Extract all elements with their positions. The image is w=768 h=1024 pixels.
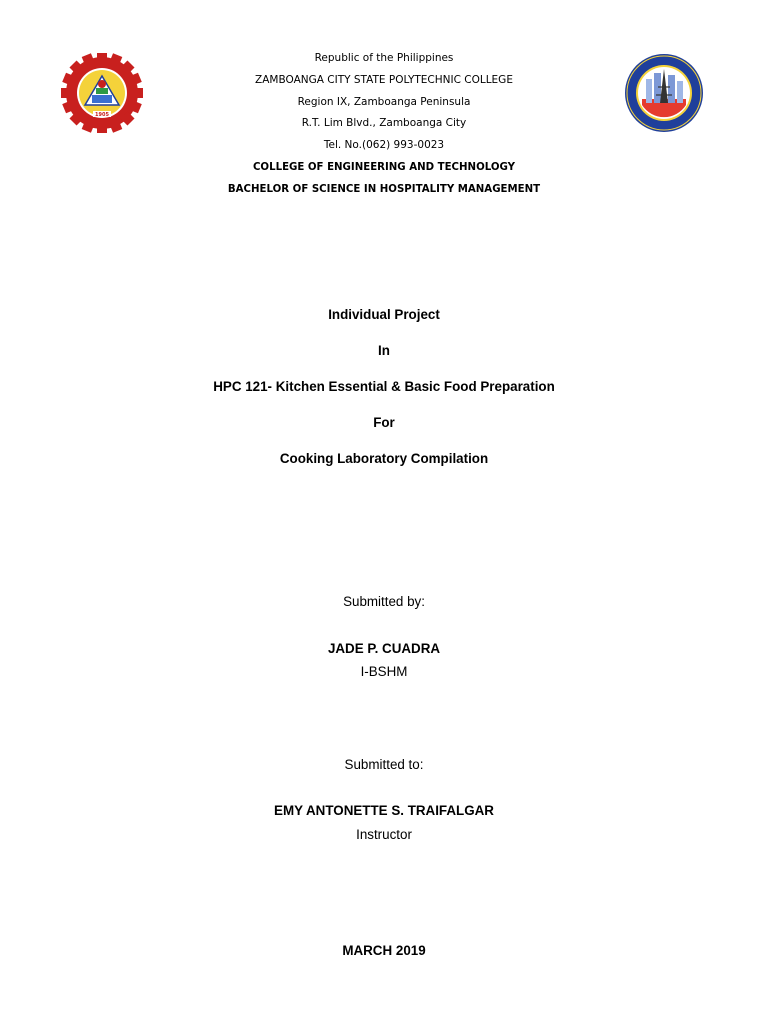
instructor-role: Instructor (356, 827, 412, 842)
school-name: ZAMBOANGA CITY STATE POLYTECHNIC COLLEGE (255, 73, 513, 86)
student-name: JADE P. CUADRA (327, 641, 441, 656)
project-subject: Cooking Laboratory Compilation (279, 451, 489, 466)
phone-line: Tel. No.(062) 993-0023 (323, 139, 445, 152)
submitted-by-label: Submitted by: (343, 594, 425, 609)
zcspc-seal-logo (49, 53, 155, 133)
course-title: HPC 121- Kitchen Essential & Basic Food Preparation (213, 379, 555, 394)
student-section: I-BSHM (360, 664, 408, 679)
submitted-to-label: Submitted to: (344, 757, 424, 772)
submission-date: MARCH 2019 (342, 943, 426, 958)
instructor-name: EMY ANTONETTE S. TRAIFALGAR (274, 803, 494, 818)
region-line: Region IX, Zamboanga Peninsula (297, 95, 471, 108)
project-in: In (378, 343, 390, 358)
project-for: For (373, 415, 395, 430)
college-name: COLLEGE OF ENGINEERING AND TECHNOLOGY (252, 161, 516, 173)
country-line: Republic of the Philippines (314, 52, 454, 64)
program-name: BACHELOR OF SCIENCE IN HOSPITALITY MANAGEMENT (227, 183, 541, 195)
seal-year: 1905 (95, 112, 109, 118)
address-line: R.T. Lim Blvd., Zamboanga City (301, 117, 467, 130)
dte-seal-logo (616, 53, 712, 133)
project-title: Individual Project (328, 307, 440, 322)
letterhead (184, 48, 584, 201)
